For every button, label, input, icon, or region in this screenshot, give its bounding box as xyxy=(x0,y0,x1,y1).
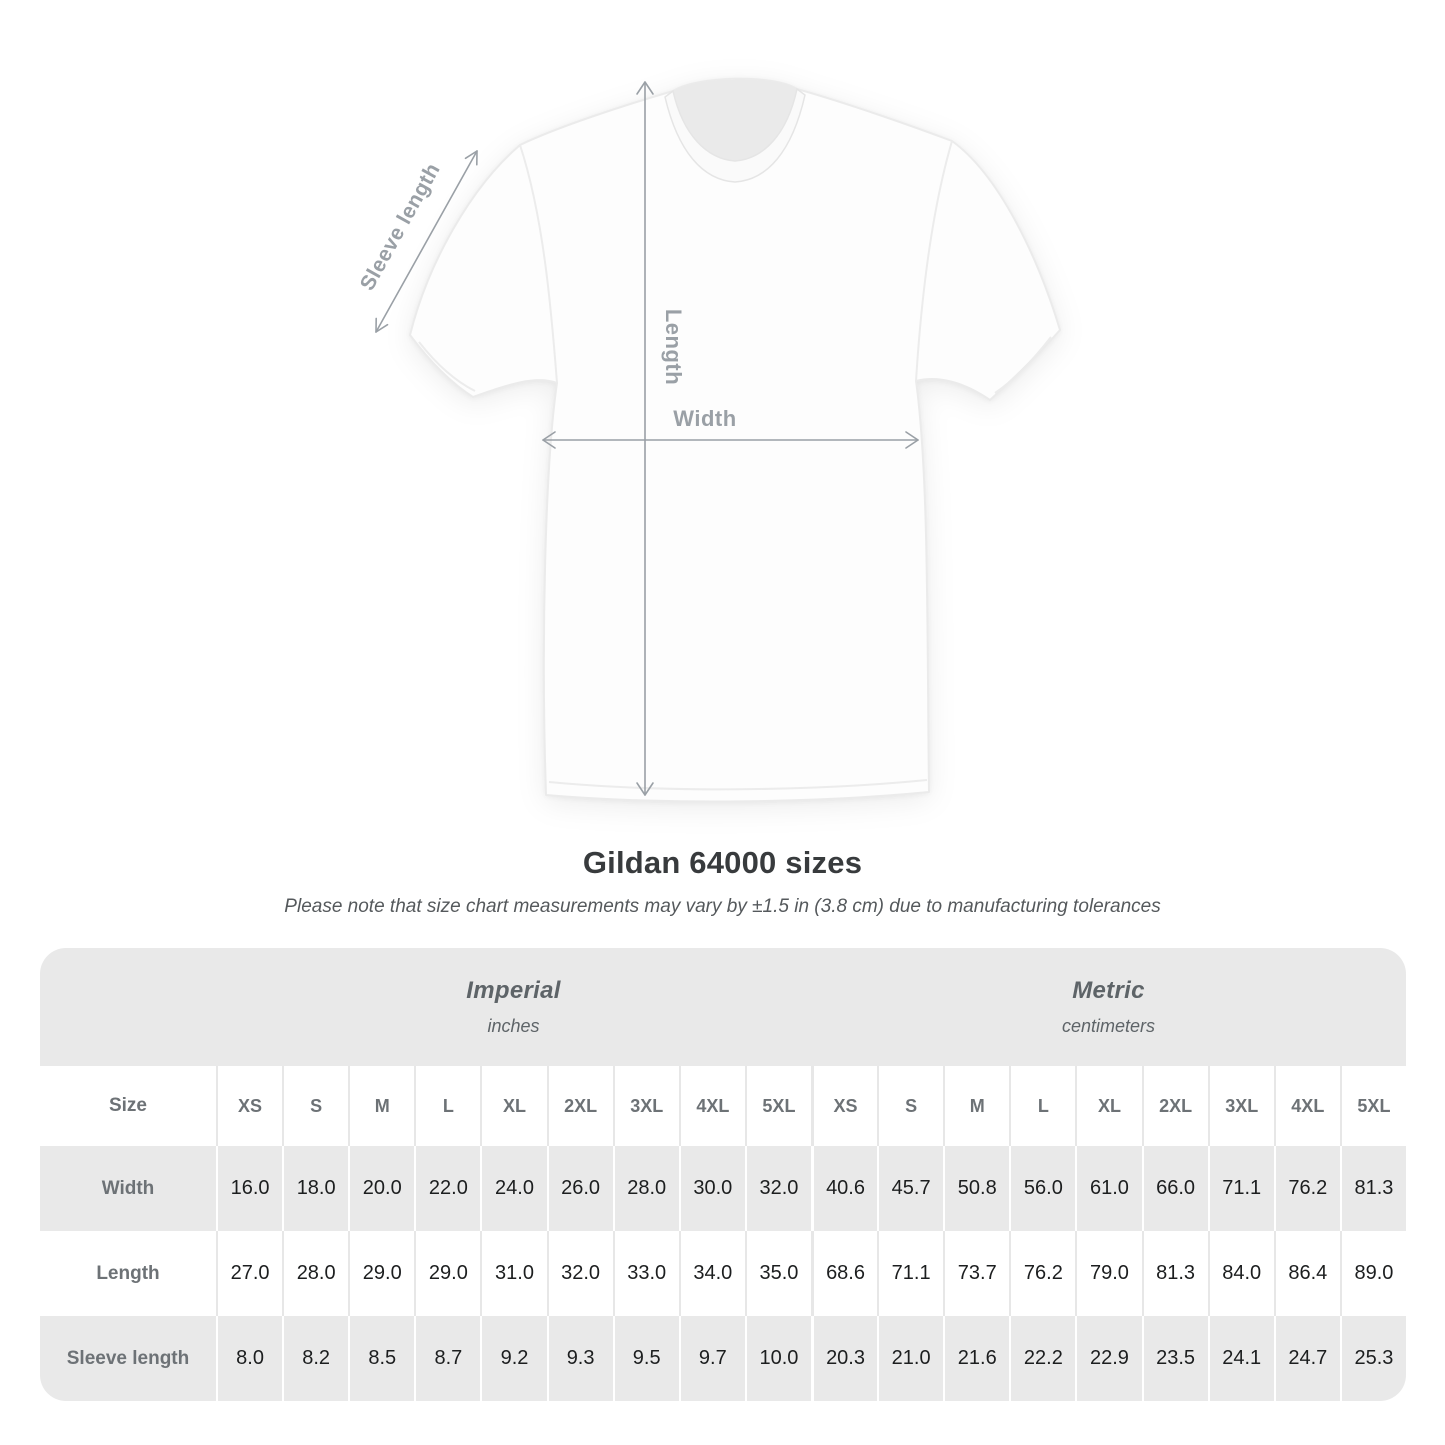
measurement-cell: 45.7 xyxy=(877,1146,943,1231)
size-header-cell: XS xyxy=(216,1066,282,1146)
size-header-cell: S xyxy=(282,1066,348,1146)
size-header-cell: 4XL xyxy=(1274,1066,1340,1146)
row-label: Sleeve length xyxy=(40,1316,216,1401)
measurement-cell: 28.0 xyxy=(613,1146,679,1231)
metric-label: Metric xyxy=(1072,977,1145,1004)
measurement-cell: 34.0 xyxy=(679,1231,745,1316)
unit-header-spacer xyxy=(40,948,216,1066)
measurement-cell: 40.6 xyxy=(811,1146,877,1231)
length-row xyxy=(40,1231,1406,1316)
measurement-cell: 81.3 xyxy=(1340,1146,1406,1231)
measurement-cell: 21.6 xyxy=(943,1316,1009,1401)
measurement-cell: 8.0 xyxy=(216,1316,282,1401)
measurement-cell: 22.9 xyxy=(1075,1316,1141,1401)
size-header-cell: L xyxy=(414,1066,480,1146)
size-column-header: Size xyxy=(40,1066,216,1146)
measurement-cell: 79.0 xyxy=(1075,1231,1141,1316)
size-header-cell: S xyxy=(877,1066,943,1146)
measurement-cell: 32.0 xyxy=(547,1231,613,1316)
measurement-cell: 8.5 xyxy=(348,1316,414,1401)
measurement-cell: 24.7 xyxy=(1274,1316,1340,1401)
measurement-cell: 23.5 xyxy=(1142,1316,1208,1401)
heading-block xyxy=(0,845,1445,918)
size-header-cell: M xyxy=(943,1066,1009,1146)
measurement-cell: 18.0 xyxy=(282,1146,348,1231)
measurement-cell: 26.0 xyxy=(547,1146,613,1231)
measurement-cell: 89.0 xyxy=(1340,1231,1406,1316)
measurement-cell: 30.0 xyxy=(679,1146,745,1231)
measurement-cell: 8.7 xyxy=(414,1316,480,1401)
size-chart-table-wrap xyxy=(40,948,1406,1401)
measurement-cell: 9.5 xyxy=(613,1316,679,1401)
measurement-cell: 29.0 xyxy=(348,1231,414,1316)
width-label: Width xyxy=(673,406,737,431)
sleeve-length-label: Sleeve length xyxy=(355,159,445,295)
page-title: Gildan 64000 sizes xyxy=(582,845,863,880)
size-header-cell: 5XL xyxy=(1340,1066,1406,1146)
measurement-cell: 20.0 xyxy=(348,1146,414,1231)
size-header-cell: 4XL xyxy=(679,1066,745,1146)
width-row xyxy=(40,1146,1406,1231)
measurement-cell: 61.0 xyxy=(1075,1146,1141,1231)
measurement-cell: 33.0 xyxy=(613,1231,679,1316)
size-header-cell: M xyxy=(348,1066,414,1146)
measurement-cell: 28.0 xyxy=(282,1231,348,1316)
imperial-unit-header xyxy=(216,948,811,1066)
size-header-cell: 3XL xyxy=(1208,1066,1274,1146)
size-header-cell: 2XL xyxy=(547,1066,613,1146)
measurement-cell: 68.6 xyxy=(811,1231,877,1316)
measurement-cell: 9.7 xyxy=(679,1316,745,1401)
tolerance-note: Please note that size chart measurements may vary by ±1.5 in (3.8 cm) due to manufacturing tolerances xyxy=(284,896,1161,917)
size-header-cell: 5XL xyxy=(745,1066,811,1146)
measurement-cell: 8.2 xyxy=(282,1316,348,1401)
imperial-label: Imperial xyxy=(466,977,561,1004)
tshirt-measurement-diagram xyxy=(335,45,1105,835)
size-header-cell: L xyxy=(1009,1066,1075,1146)
measurement-cell: 76.2 xyxy=(1009,1231,1075,1316)
measurement-cell: 66.0 xyxy=(1142,1146,1208,1231)
size-header-cell: XL xyxy=(1075,1066,1141,1146)
measurement-cell: 73.7 xyxy=(943,1231,1009,1316)
measurement-cell: 24.0 xyxy=(480,1146,546,1231)
measurement-cell: 10.0 xyxy=(745,1316,811,1401)
measurement-cell: 71.1 xyxy=(877,1231,943,1316)
measurement-cell: 20.3 xyxy=(811,1316,877,1401)
measurement-cell: 22.0 xyxy=(414,1146,480,1231)
measurement-cell: 86.4 xyxy=(1274,1231,1340,1316)
unit-header-row xyxy=(40,948,1406,1066)
measurement-cell: 50.8 xyxy=(943,1146,1009,1231)
measurement-cell: 31.0 xyxy=(480,1231,546,1316)
measurement-cell: 56.0 xyxy=(1009,1146,1075,1231)
imperial-unit-label: inches xyxy=(487,1016,540,1036)
size-header-cell: 3XL xyxy=(613,1066,679,1146)
size-header-row xyxy=(40,1066,1406,1146)
size-chart-table xyxy=(40,948,1406,1401)
measurement-cell: 29.0 xyxy=(414,1231,480,1316)
measurement-cell: 71.1 xyxy=(1208,1146,1274,1231)
size-header-cell: XL xyxy=(480,1066,546,1146)
size-header-cell: XS xyxy=(811,1066,877,1146)
length-label: Length xyxy=(661,308,686,386)
measurement-cell: 76.2 xyxy=(1274,1146,1340,1231)
measurement-cell: 35.0 xyxy=(745,1231,811,1316)
measurement-cell: 16.0 xyxy=(216,1146,282,1231)
measurement-cell: 22.2 xyxy=(1009,1316,1075,1401)
row-label: Width xyxy=(40,1146,216,1231)
measurement-cell: 32.0 xyxy=(745,1146,811,1231)
row-label: Length xyxy=(40,1231,216,1316)
measurement-cell: 9.3 xyxy=(547,1316,613,1401)
sleeve-length-row xyxy=(40,1316,1406,1401)
size-header-cell: 2XL xyxy=(1142,1066,1208,1146)
measurement-cell: 24.1 xyxy=(1208,1316,1274,1401)
measurement-cell: 84.0 xyxy=(1208,1231,1274,1316)
measurement-cell: 27.0 xyxy=(216,1231,282,1316)
metric-unit-label: centimeters xyxy=(1061,1016,1156,1036)
measurement-cell: 81.3 xyxy=(1142,1231,1208,1316)
measurement-cell: 9.2 xyxy=(480,1316,546,1401)
metric-unit-header xyxy=(811,948,1406,1066)
measurement-cell: 25.3 xyxy=(1340,1316,1406,1401)
measurement-cell: 21.0 xyxy=(877,1316,943,1401)
